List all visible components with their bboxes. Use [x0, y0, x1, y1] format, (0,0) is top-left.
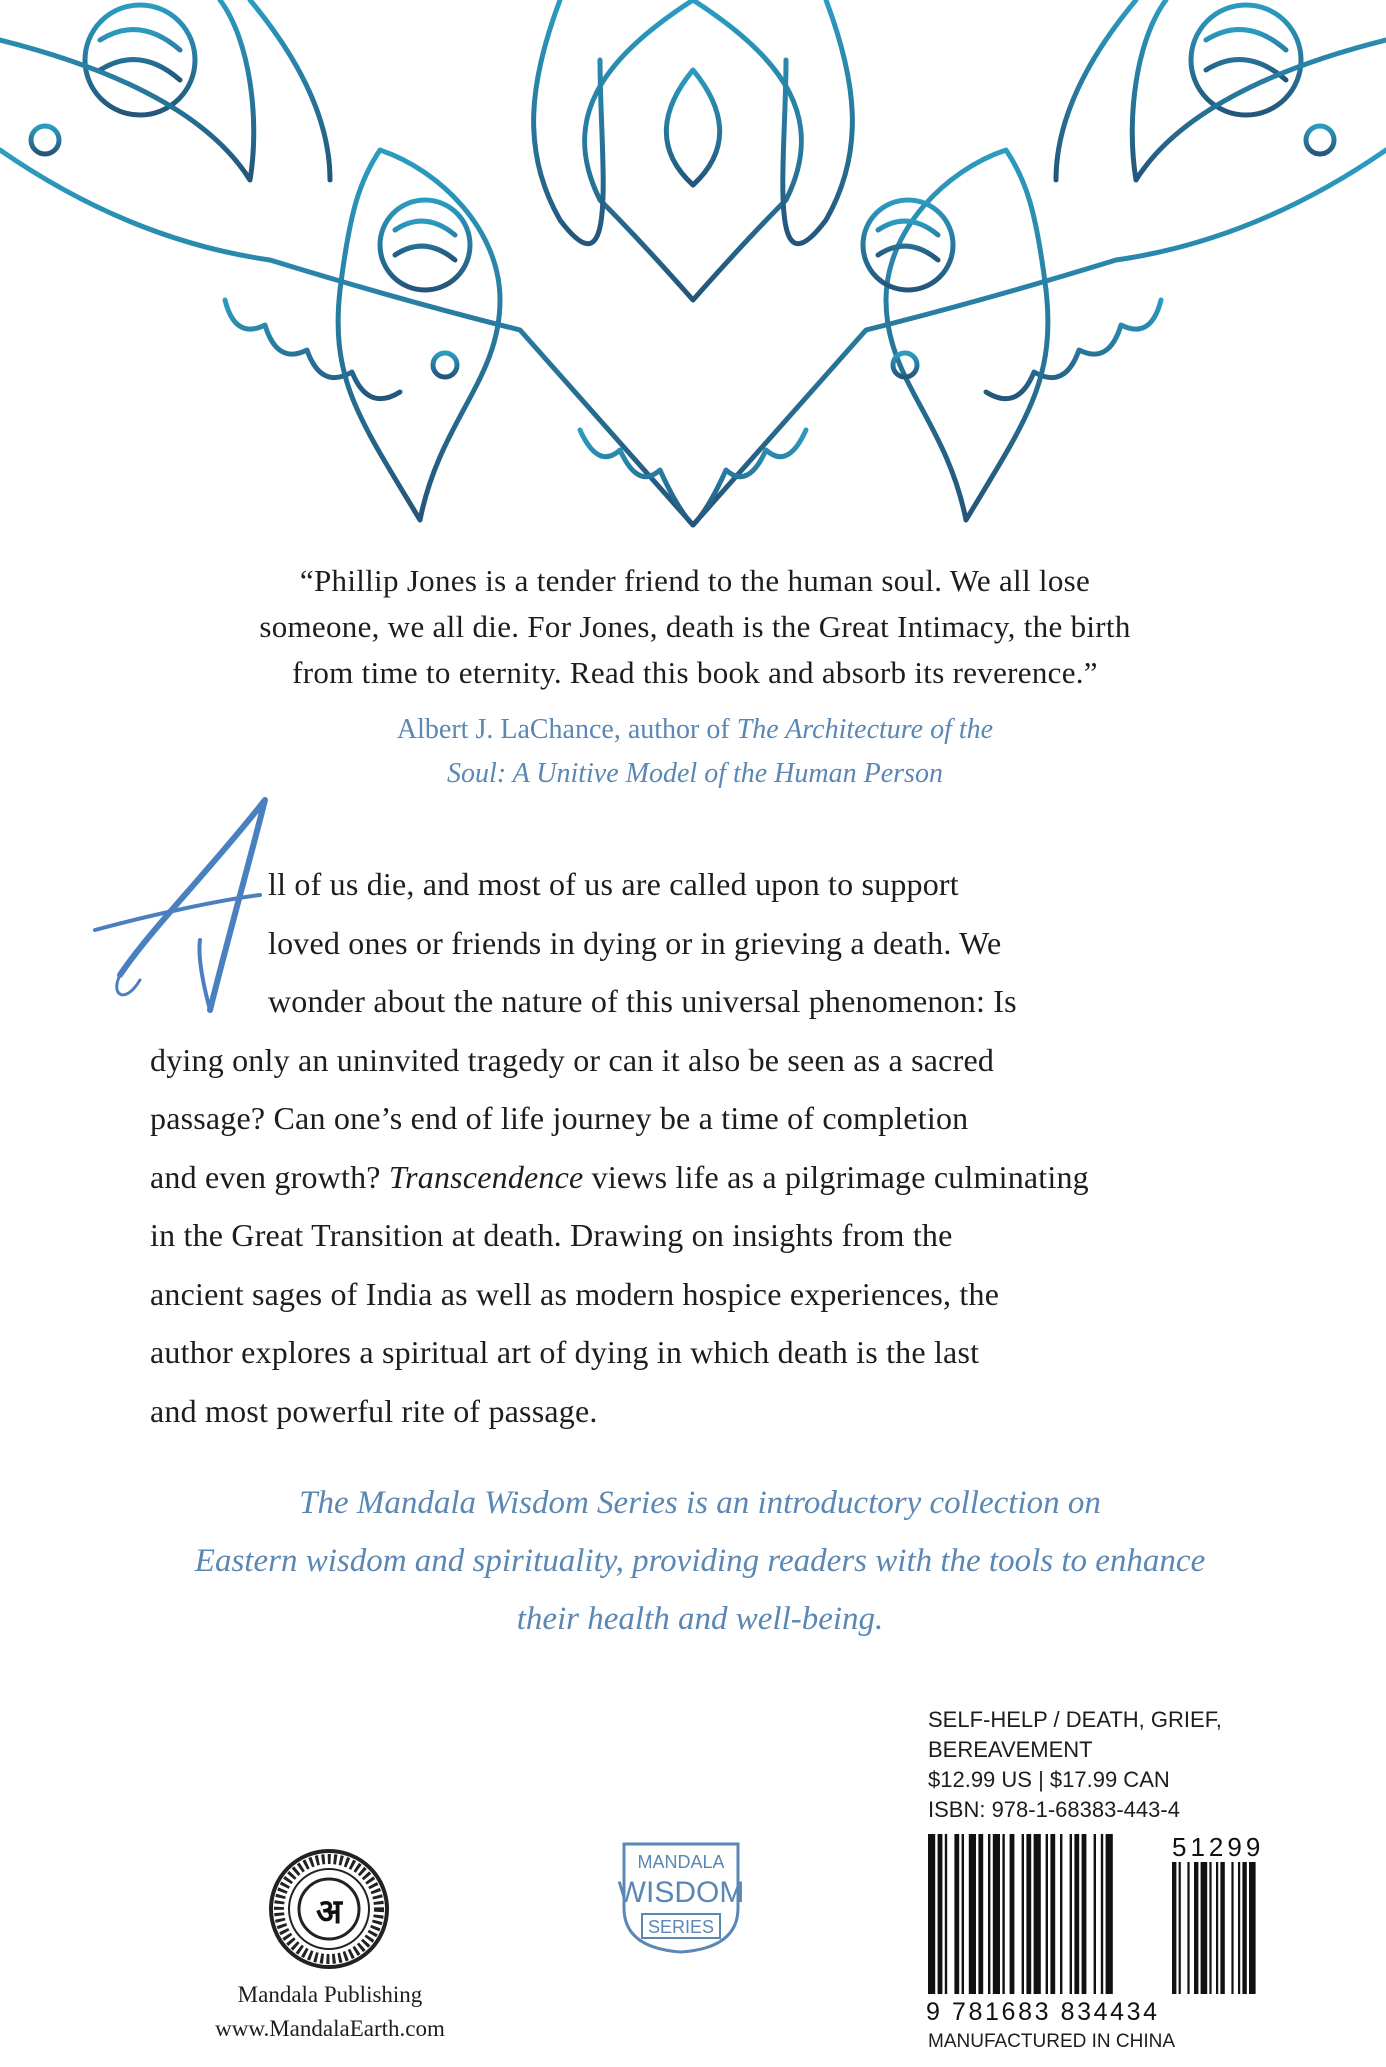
description-line: ll of us die, and most of us are called upon to support	[268, 866, 959, 902]
barcode-bar	[969, 1834, 976, 1994]
description-line: and even growth? Transcendence views life as a pilgrimage culminating	[150, 1158, 1089, 1195]
description-line: passage? Can one’s end of life journey be a time of completion	[150, 1100, 969, 1136]
barcode-price-code: 51299	[1172, 1832, 1265, 1862]
category: BEREAVEMENT	[928, 1737, 1093, 1762]
barcode-bar	[1101, 1834, 1103, 1994]
series-line: their health and well-being.	[516, 1601, 884, 1637]
series-line: Eastern wisdom and spirituality, providing readers with the tools to enhance	[194, 1543, 1206, 1579]
barcode-bar	[1231, 1862, 1233, 1994]
barcode-bar	[1106, 1834, 1113, 1994]
manufactured-note: MANUFACTURED IN CHINA	[928, 2031, 1176, 2052]
barcode-bar	[1010, 1834, 1015, 1994]
publisher-logo	[268, 1848, 390, 1970]
barcode-bar	[1074, 1834, 1079, 1994]
attribution-author: Albert J. LaChance, author of	[396, 714, 730, 745]
quote-line: someone, we all die. For Jones, death is the Great Intimacy, the birth	[259, 609, 1131, 644]
svg-text:SERIES: SERIES	[647, 1917, 715, 1937]
barcode-bar	[978, 1834, 983, 1994]
attribution-book-title: The Architecture of the	[736, 714, 994, 745]
isbn: ISBN: 978-1-68383-443-4	[928, 1797, 1180, 1822]
publisher-logo-glyph: अ	[316, 1892, 342, 1932]
description-line: and most powerful rite of passage.	[150, 1392, 598, 1429]
barcode-bar	[1201, 1862, 1208, 1994]
description-line: loved ones or friends in dying or in grieving a death. We	[268, 924, 1002, 961]
barcode-bar	[962, 1834, 964, 1994]
barcode-bar	[928, 1834, 935, 1994]
publisher-name: Mandala Publishing	[237, 1982, 423, 2007]
barcode-bar	[1022, 1834, 1024, 1994]
endorsement-quote	[150, 558, 1240, 696]
publisher-info	[170, 1978, 490, 2046]
attribution-book-title: Soul: A Unitive Model of the Human Person	[447, 758, 943, 789]
barcode-bar	[1238, 1862, 1240, 1994]
barcode-bar	[1094, 1834, 1096, 1994]
barcode-bar	[1046, 1834, 1048, 1994]
barcode-bar	[1082, 1834, 1087, 1994]
barcode-bar	[1002, 1834, 1004, 1994]
price: $12.99 US | $17.99 CAN	[928, 1767, 1170, 1792]
barcode-bar	[993, 1834, 1000, 1994]
barcode-bar	[1060, 1834, 1062, 1994]
barcode-bar	[945, 1834, 947, 1994]
category: SELF-HELP / DEATH, GRIEF,	[928, 1707, 1222, 1732]
barcode-digits: 9 781683 834434	[926, 1998, 1160, 2026]
svg-text:MANDALA: MANDALA	[637, 1852, 725, 1872]
svg-text:WISDOM: WISDOM	[617, 1876, 745, 1909]
publisher-website: www.MandalaEarth.com	[215, 2016, 445, 2041]
barcode-bar	[1034, 1834, 1041, 1994]
barcode-bar	[1179, 1862, 1181, 1994]
series-logo	[616, 1838, 746, 1958]
barcode-bar	[1050, 1834, 1055, 1994]
quote-line: “Phillip Jones is a tender friend to the human soul. We all lose	[299, 563, 1091, 598]
barcode-bar	[1209, 1862, 1211, 1994]
endorsement-attribution	[240, 708, 1150, 796]
barcode-bar	[1249, 1862, 1256, 1994]
barcode-bar	[1172, 1862, 1176, 1994]
barcode-bar	[1194, 1862, 1198, 1994]
drop-cap-text: A	[90, 780, 91, 781]
description-line: dying only an uninvited tragedy or can it also be seen as a sacred	[150, 1041, 995, 1078]
description-line: author explores a spiritual art of dying in which death is the last	[150, 1334, 980, 1370]
barcode-bar	[1242, 1862, 1246, 1994]
book-title-inline: Transcendence	[388, 1158, 584, 1195]
mandala-illustration	[0, 0, 1386, 560]
barcode-bar	[1070, 1834, 1072, 1994]
description-line: in the Great Transition at death. Drawing on insights from the	[150, 1217, 953, 1253]
barcode-bar	[938, 1834, 943, 1994]
description-line: ancient sages of India as well as modern hospice experiences, the	[150, 1275, 1000, 1312]
barcode-bar	[1187, 1862, 1189, 1994]
book-description	[150, 855, 1260, 1440]
barcode-bar	[988, 1834, 990, 1994]
barcode-bar	[1026, 1834, 1031, 1994]
book-info	[928, 1705, 1328, 1825]
series-description	[140, 1474, 1260, 1648]
description-line: wonder about the nature of this universal phenomenon: Is	[268, 983, 1017, 1019]
barcode-bar	[954, 1834, 959, 1994]
quote-line: from time to eternity. Read this book and absorb its reverence.”	[292, 655, 1098, 690]
series-line: The Mandala Wisdom Series is an introductory collection on	[299, 1485, 1101, 1521]
barcode-bar	[1216, 1862, 1218, 1994]
barcode-bar	[1220, 1862, 1224, 1994]
